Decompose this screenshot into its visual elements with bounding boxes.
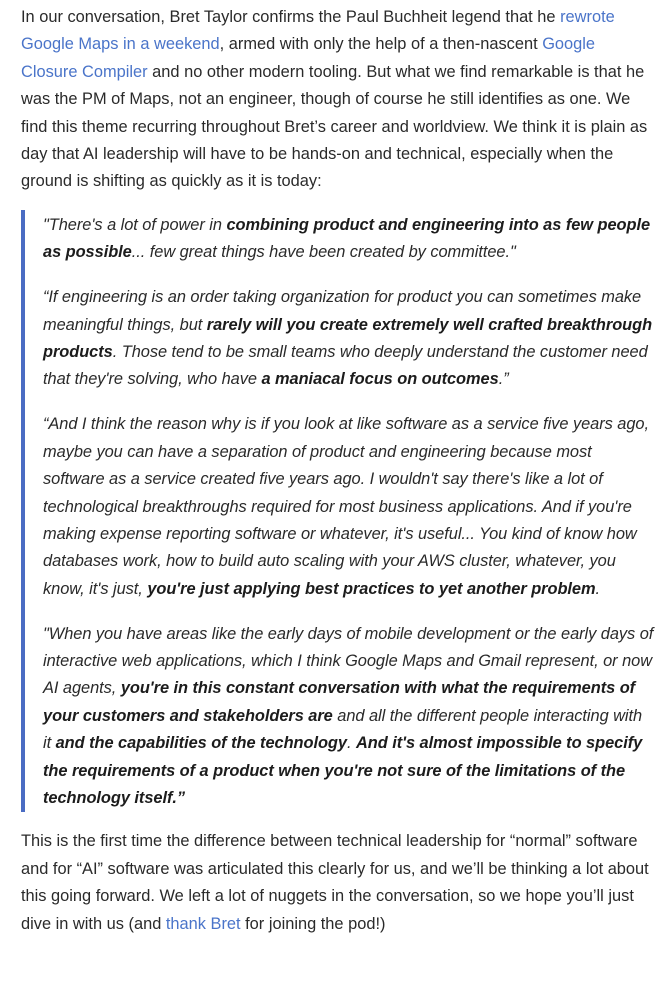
intro-text: and no other modern tooling. But what we find remarkable is that he was the PM of Maps, not an engineer, though of course he still identifies as one. We find this theme recurring throughout Bret’s career and worldview. We think it is plain as day that AI leadership will have to be hands-on and technical, especially when the ground is shifting as quickly as it is today: [21,62,648,191]
quote-block [21,210,654,813]
intro-paragraph [21,4,654,196]
quote-text: “If engineering is an order taking organization for product you can sometimes make meaningful things, but [43,288,642,334]
quote-text: ... few great things have been created by committee." [131,243,516,262]
quote-text: "There's a lot of power in [43,215,227,234]
quote-text: “And I think the reason why is if you look at like software as a service five years ago, maybe you can have a separation of product and engineering because most software as a service created five years ago. I wouldn't say there's like a lot of technological breakthroughs required for most business applications. And if you're making expense reporting software or whatever, it's useful... You kind of know how databases work, how to build auto scaling with your AWS cluster, whatever, you know, it's just, [43,415,649,598]
closure-compiler-link[interactable]: Google Closure Compiler [21,35,596,81]
quote-emphasis: rarely will you create extremely well crafted breakthrough products [43,315,653,361]
quote-text: and all the different people interacting with it [43,706,643,753]
quote-text: . [346,734,356,753]
quote-emphasis: combining product and engineering into as few people as possible [43,215,651,262]
quote-text: . [595,579,601,598]
quote-emphasis: and the capabilities of the technology [55,734,347,753]
quote-text: .” [498,370,509,389]
quote-emphasis: you're in this constant conversation with what the requirements of your customers and stakeholders are [43,679,636,725]
outro-paragraph [21,828,654,938]
rewrote-google-maps-link[interactable]: rewrote Google Maps in a weekend [21,8,615,54]
quote-text: "When you have areas like the early days of mobile development or the early days of interactive web applications, which I think Google Maps and Gmail represent, or now AI agents, [43,624,654,698]
intro-text: In our conversation, Bret Taylor confirms the Paul Buchheit legend that he [21,8,561,26]
intro-text: , armed with only the help of a then-nascent [219,35,543,54]
quote-emphasis: a maniacal focus on outcomes [261,370,499,389]
thank-bret-link[interactable]: thank Bret [165,914,241,933]
outro-text: This is the first time the difference between technical leadership for “normal” software and for “AI” software was articulated this clearly for us, and we’ll be thinking a lot about this going forward. We left a lot of nuggets in the conversation, so we hope you’ll just dive in with us (and [21,832,649,933]
quote-emphasis: you're just applying best practices to yet another problem [147,579,596,598]
outro-text: for joining the pod!) [240,914,386,933]
quote-text: . Those tend to be small teams who deeply understand the customer need that they're solving, who have [43,342,648,389]
quote-4 [43,621,654,813]
quote-2 [43,284,654,394]
quote-1 [43,212,654,267]
quote-3 [43,411,654,603]
quote-emphasis: And it's almost impossible to specify the requirements of a product when you're not sure of the limitations of the technology itself.” [43,734,643,808]
